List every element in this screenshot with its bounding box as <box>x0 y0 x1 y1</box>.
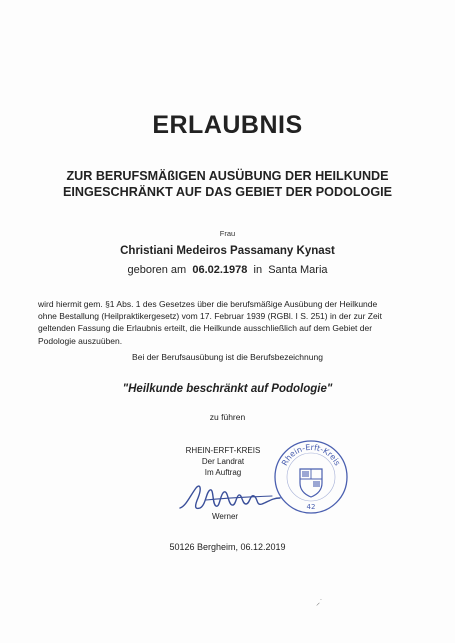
authority-name: RHEIN-ERFT-KREIS <box>185 446 261 455</box>
birth-place: Santa Maria <box>268 264 328 276</box>
salutation: Frau <box>219 229 236 238</box>
authority-on-behalf: Im Auftrag <box>204 468 242 477</box>
recipient-name: Christiani Medeiros Passamany Kynast <box>120 245 335 257</box>
profession-title: "Heilkunde beschränkt auf Podologie" <box>122 383 333 395</box>
official-seal-stamp <box>272 437 350 517</box>
svg-text:Rhein-Erft-Kreis <box>280 443 342 467</box>
paragraph-line: wird hiermit gem. §1 Abs. 1 des Gesetzes über die berufsmäßige Ausübung der Heilkunde <box>38 299 378 309</box>
authority-block <box>168 445 278 478</box>
signer-name: Werner <box>212 512 239 521</box>
legal-paragraph <box>38 298 422 347</box>
subtitle-line-1: ZUR BERUFSMÄßIGEN AUSÜBUNG DER HEILKUNDE <box>66 169 389 183</box>
paragraph-line: geltenden Fassung die Erlaubnis erteilt, die Heilkunde ausschließlich auf dem Gebiet der <box>38 323 373 334</box>
scan-speck: ⸝˙ <box>316 598 323 607</box>
profession-intro: Bei der Berufsausübung ist die Berufsbezeichnung <box>132 352 323 362</box>
birth-line <box>0 264 455 276</box>
birth-in: in <box>253 264 263 276</box>
paragraph-line: Podologie auszuüben. <box>38 335 123 346</box>
document-title: ERLAUBNIS <box>152 111 303 139</box>
stamp-text: Rhein-Erft-Kreis <box>279 442 343 468</box>
handwritten-signature <box>176 478 284 516</box>
paragraph-line: ohne Bestallung (Heilpraktikergesetz) vom 17. Februar 1939 (RGBl. I S. 251) in der zur Zeit <box>38 311 382 322</box>
to-use-text: zu führen <box>209 412 246 422</box>
birth-date: 06.02.1978 <box>192 264 248 276</box>
subtitle-line-2: EINGESCHRÄNKT AUF DAS GEBIET DER PODOLOGIE <box>62 185 393 199</box>
stamp-number: 42 <box>306 503 316 511</box>
birth-prefix: geboren am <box>127 264 187 276</box>
authority-role: Der Landrat <box>201 457 245 466</box>
place-and-date: 50126 Bergheim, 06.12.2019 <box>169 542 286 552</box>
